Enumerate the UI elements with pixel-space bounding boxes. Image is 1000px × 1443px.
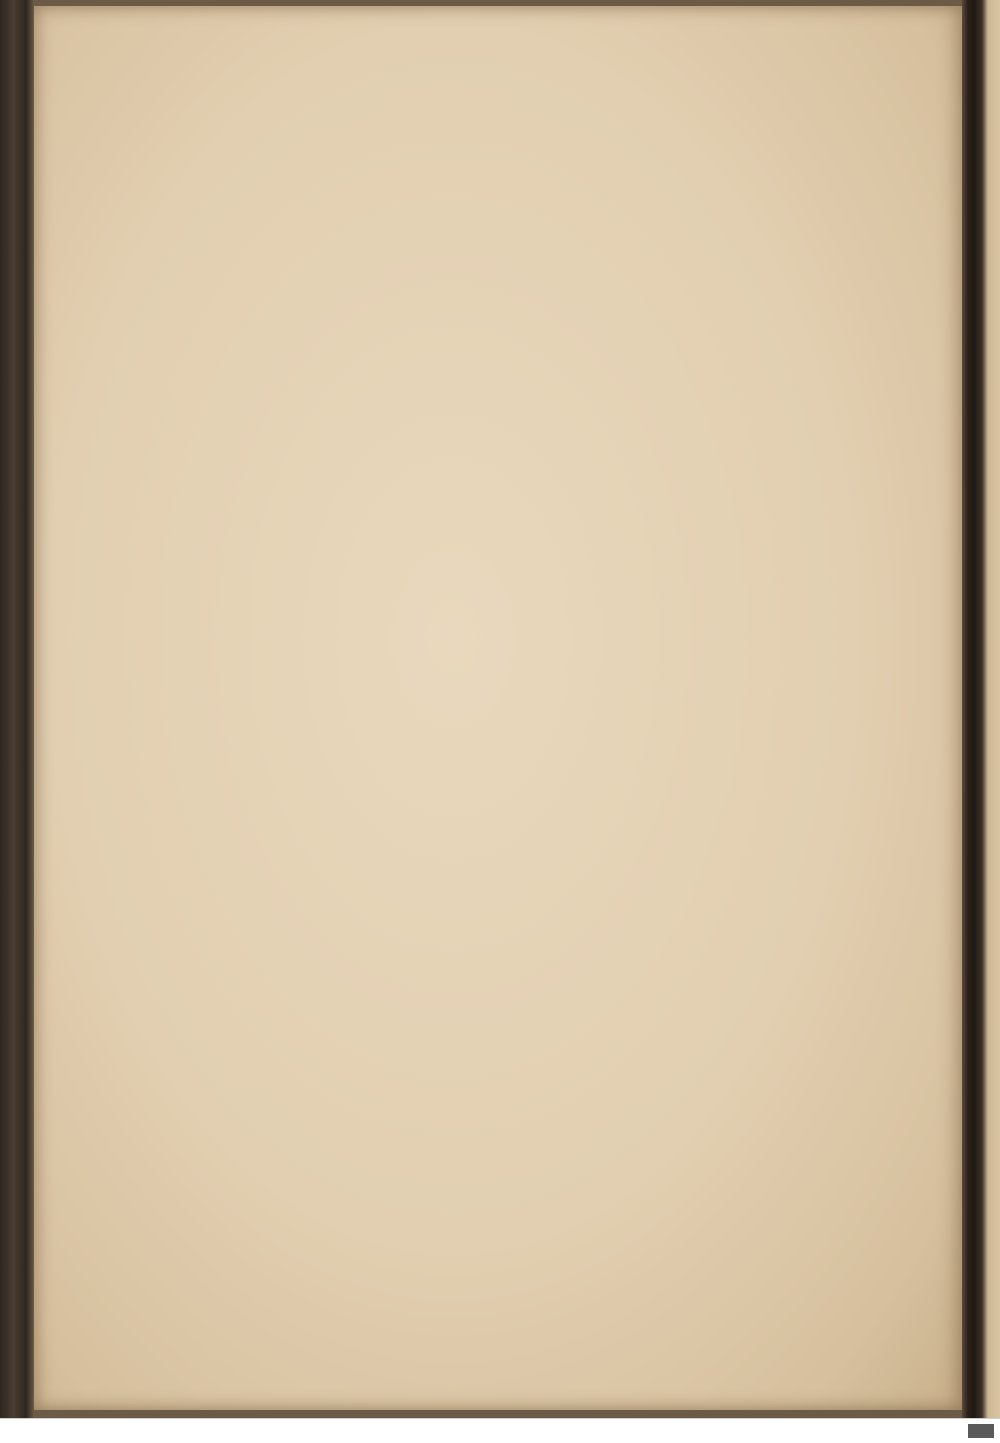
- dfg-logo-icon: [968, 1424, 994, 1438]
- footer-bar: [0, 1418, 1000, 1443]
- facing-page-letters: [984, 120, 1000, 1270]
- book-page: [34, 6, 964, 1410]
